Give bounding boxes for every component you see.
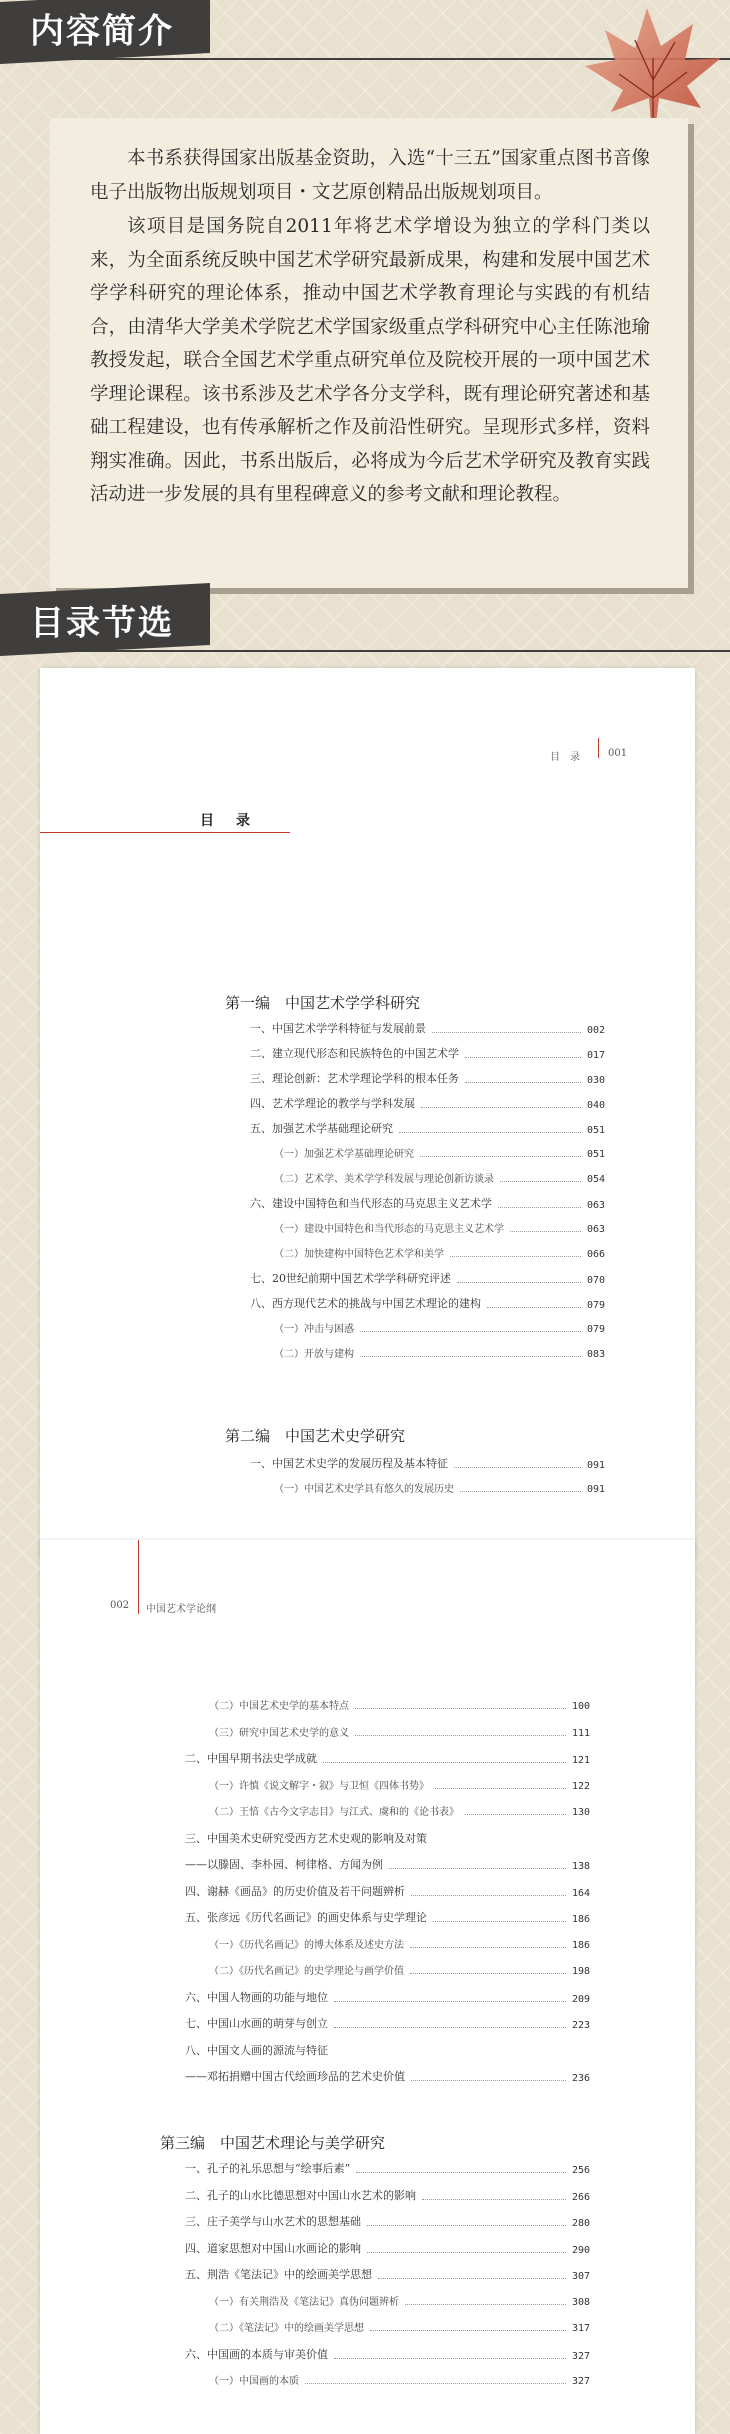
toc-entry-title: （一）冲击与困惑 xyxy=(274,1324,354,1335)
toc-entry-title: 二、中国早期书法史学成就 xyxy=(185,1752,317,1765)
toc-subentry xyxy=(209,1777,590,1792)
toc-entry xyxy=(250,1095,605,1111)
toc-leader-dots xyxy=(305,2383,566,2384)
toc-entry-page: 091 xyxy=(586,1460,605,1471)
toc-entry-page: 280 xyxy=(571,2218,590,2229)
toc-entry-page: 051 xyxy=(586,1125,605,1136)
toc-entry-title: （一）有关荆浩及《笔法记》真伪问题辨析 xyxy=(209,2296,399,2308)
toc-entry-title: 七、20世纪前期中国艺术学学科研究评述 xyxy=(250,1272,451,1285)
toc-title-rule xyxy=(40,832,290,833)
toc-entry-page: 307 xyxy=(571,2271,590,2282)
toc-entry-page: 017 xyxy=(586,1050,605,1061)
toc-section-label xyxy=(0,583,210,656)
toc-entry xyxy=(185,2240,590,2256)
toc-entry-page: 111 xyxy=(571,1727,590,1739)
toc-entry xyxy=(185,2187,590,2203)
toc-entry-title: 六、中国画的本质与审美价值 xyxy=(185,2347,328,2361)
toc-entry xyxy=(250,1270,605,1286)
toc-entry-page: 223 xyxy=(571,2020,590,2031)
toc-subentry xyxy=(209,2372,590,2387)
toc-entry-title: （一）建设中国特色和当代形态的马克思主义艺术学 xyxy=(274,1224,504,1235)
toc-leader-dots xyxy=(450,1256,581,1257)
toc-entry-page: 054 xyxy=(586,1174,605,1185)
intro-section-label xyxy=(0,0,210,64)
section-divider xyxy=(0,650,730,652)
toc-entry-title: （一）加强艺术学基础理论研究 xyxy=(274,1149,414,1160)
toc-entry-page: 100 xyxy=(571,1701,590,1712)
toc-entry-page: 051 xyxy=(586,1149,605,1160)
toc-entry-page: 130 xyxy=(571,1807,590,1818)
toc-leader-dots xyxy=(323,1762,566,1763)
toc-subentry xyxy=(209,2319,590,2334)
toc-entry-page: 079 xyxy=(586,1300,605,1311)
toc-subentry xyxy=(274,1480,605,1495)
toc-entry-title: 五、加强艺术学基础理论研究 xyxy=(250,1122,393,1135)
toc-entry-page: 083 xyxy=(586,1349,605,1360)
toc-entry-page: 209 xyxy=(571,1993,590,2005)
toc-leader-dots xyxy=(422,2199,566,2200)
toc-subentry xyxy=(209,2293,590,2308)
toc-entry xyxy=(185,1883,590,1899)
toc-entry-title: （一）《历代名画记》的博大体系及述史方法 xyxy=(209,1939,404,1951)
toc-entry-title: 四、道家思想对中国山水画论的影响 xyxy=(185,2241,361,2255)
toc-entry-page: 317 xyxy=(571,2323,590,2334)
toc-entry-title: （二）《笔法记》中的绘画美学思想 xyxy=(209,2323,364,2334)
toc-leader-dots xyxy=(355,1735,566,1736)
toc-entry-title: 五、荆浩《笔法记》中的绘画美学思想 xyxy=(185,2268,372,2281)
toc-leader-dots xyxy=(498,1207,581,1208)
toc-entry-page: 002 xyxy=(586,1025,605,1036)
toc-entry-title: 八、西方现代艺术的挑战与中国艺术理论的建构 xyxy=(250,1297,481,1310)
toc-leader-dots xyxy=(435,1788,566,1789)
page1-page-number: 001 xyxy=(608,748,628,759)
toc-leader-dots xyxy=(465,1082,581,1083)
toc-leader-dots xyxy=(355,1708,566,1709)
toc-entry xyxy=(250,1020,605,1036)
toc-subentry xyxy=(274,1320,605,1335)
toc-leader-dots xyxy=(360,1331,581,1332)
toc-section-label-text: 目录节选 xyxy=(30,603,174,644)
toc-subentry xyxy=(209,1962,590,1977)
toc-entry xyxy=(185,1830,590,1846)
toc-leader-dots xyxy=(465,1814,566,1815)
toc-leader-dots xyxy=(433,1921,566,1922)
toc-entry-title: （一）许慎《说文解字・叙》与卫恒《四体书势》 xyxy=(209,1780,429,1792)
toc-leader-dots xyxy=(367,2225,566,2226)
toc-entry-title: 四、谢赫《画品》的历史价值及若干问题辨析 xyxy=(185,1884,405,1898)
page1-running-head: 目 录 xyxy=(550,752,580,763)
toc-leader-dots xyxy=(420,1156,581,1157)
page2-head-divider xyxy=(138,1540,139,1614)
toc-entry-title: 三、理论创新：艺术学理论学科的根本任务 xyxy=(250,1072,459,1085)
toc-entry-title: 二、建立现代形态和民族特色的中国艺术学 xyxy=(250,1047,459,1060)
toc-leader-dots xyxy=(465,1057,581,1058)
toc-entry-title: ——以滕固、李朴园、柯律格、方闻为例 xyxy=(185,1858,383,1871)
toc-entry xyxy=(250,1045,605,1061)
toc-entry-title: 六、中国人物画的功能与地位 xyxy=(185,1990,328,2004)
toc-entry-title: （一）中国画的本质 xyxy=(209,2376,299,2387)
toc-leader-dots xyxy=(432,1032,581,1033)
toc-leader-dots xyxy=(334,2001,566,2002)
toc-entry-title: （二）艺术学、美术学学科发展与理论创新访谈录 xyxy=(274,1174,494,1185)
toc-entry-title: （二）中国艺术史学的基本特点 xyxy=(209,1701,349,1712)
toc-entry-title: 六、建设中国特色和当代形态的马克思主义艺术学 xyxy=(250,1197,492,1210)
toc-subentry xyxy=(274,1245,605,1260)
toc-entry-page: 138 xyxy=(571,1861,590,1872)
toc-entry-title: 三、庄子美学与山水艺术的思想基础 xyxy=(185,2215,361,2228)
toc-entry-title: 一、中国艺术史学的发展历程及基本特征 xyxy=(250,1457,448,1470)
toc-entry-page: 327 xyxy=(571,2376,590,2387)
toc-entry-title: 一、孔子的礼乐思想与“绘事后素” xyxy=(185,2162,351,2175)
toc-entry xyxy=(250,1070,605,1086)
toc-leader-dots xyxy=(405,2304,566,2305)
toc-subentry xyxy=(274,1145,605,1160)
toc-entry xyxy=(185,2213,590,2229)
toc-entry-page: 266 xyxy=(571,2191,590,2203)
toc-entry-title: 七、中国山水画的萌芽与创立 xyxy=(185,2017,328,2030)
toc-entry-title: 八、中国文人画的源流与特征 xyxy=(185,2043,328,2057)
toc-entry-page: 079 xyxy=(586,1324,605,1335)
toc-entry-page: 070 xyxy=(586,1275,605,1286)
page2-page-number: 002 xyxy=(110,1600,130,1611)
toc-leader-dots xyxy=(370,2330,566,2331)
toc-leader-dots xyxy=(487,1307,581,1308)
toc-subentry xyxy=(274,1170,605,1185)
toc-entry-page: 121 xyxy=(571,1755,590,1766)
toc-entry-page: 063 xyxy=(586,1224,605,1235)
toc-entry-title: （二）王愔《古今文字志目》与江式、虞和的《论书表》 xyxy=(209,1807,459,1818)
toc-entry xyxy=(185,2042,590,2058)
toc-entry xyxy=(185,2015,590,2031)
toc-leader-dots xyxy=(378,2278,566,2279)
toc-entry-page: 164 xyxy=(571,1887,590,1899)
toc-leader-dots xyxy=(500,1181,581,1182)
page1-head-divider xyxy=(598,738,599,758)
toc-entry-title: （三）研究中国艺术史学的意义 xyxy=(209,1727,349,1739)
toc-entry-title: 一、中国艺术学学科特征与发展前景 xyxy=(250,1022,426,1035)
toc-entry-title: 五、张彦远《历代名画记》的画史体系与史学理论 xyxy=(185,1911,427,1924)
toc-entry xyxy=(185,2068,590,2084)
toc-leader-dots xyxy=(510,1231,581,1232)
toc-entry-page: 236 xyxy=(571,2073,590,2084)
toc-entry xyxy=(250,1195,605,1211)
toc-entry xyxy=(185,1750,590,1766)
toc-leader-dots xyxy=(334,2358,566,2359)
toc-entry xyxy=(250,1120,605,1136)
toc-entry xyxy=(185,1909,590,1925)
toc-leader-dots xyxy=(334,2027,566,2028)
toc-entry-title: （二）《历代名画记》的史学理论与画学价值 xyxy=(209,1966,404,1977)
toc-entry xyxy=(185,1856,590,1872)
toc-entry-page: 290 xyxy=(571,2244,590,2256)
intro-paragraph-1: 本书系获得国家出版基金资助，入选“十三五”国家重点图书音像电子出版物出版规划项目・文艺原创精品出版规划项目。 xyxy=(90,148,650,203)
toc-leader-dots xyxy=(454,1467,581,1468)
toc-entry-title: 三、中国美术史研究受西方艺术史观的影响及对策 xyxy=(185,1831,427,1845)
toc-entry-page: 186 xyxy=(571,1939,590,1951)
toc-entry-page: 091 xyxy=(586,1484,605,1495)
toc-subentry xyxy=(209,1936,590,1951)
toc-leader-dots xyxy=(360,1356,581,1357)
toc-entry-title: （二）加快建构中国特色艺术学和美学 xyxy=(274,1249,444,1260)
toc-entry-title: 二、孔子的山水比德思想对中国山水艺术的影响 xyxy=(185,2188,416,2202)
page2-running-head: 中国艺术学论纲 xyxy=(146,1604,216,1615)
toc-subentry xyxy=(209,1803,590,1818)
toc-entry xyxy=(185,1989,590,2005)
toc-entry-page: 063 xyxy=(586,1200,605,1211)
toc-entry-page: 198 xyxy=(571,1966,590,1977)
toc-subentry xyxy=(209,1724,590,1739)
intro-text-box xyxy=(50,118,688,588)
part-1-heading: 第一编 中国艺术学学科研究 xyxy=(225,994,421,1012)
toc-entry-page: 308 xyxy=(571,2296,590,2308)
part-2-heading: 第二编 中国艺术史学研究 xyxy=(225,1427,406,1445)
toc-entry xyxy=(185,2266,590,2282)
part-3-heading: 第三编 中国艺术理论与美学研究 xyxy=(160,2134,386,2152)
intro-paragraph-2: 该项目是国务院自2011年将艺术学增设为独立的学科门类以来，为全面系统反映中国艺术学研究最新成果，构建和发展中国艺术学学科研究的理论体系，推动中国艺术学教育理论与实践的有机结合，由清华大学美术学院艺术学国家级重点学科研究中心主任陈池瑜教授发起，联合全国艺术学重点研究单位及院校开展的一项中国艺术学理论课程。该书系涉及艺术学各分支学科，既有理论研究著述和基础工程建设，也有传承解析之作及前沿性研究。呈现形式多样，资料翔实准确。因此，书系出版后，必将成为今后艺术学研究及教育实践活动进一步发展的具有里程碑意义的参考文献和理论教程。 xyxy=(90,216,650,505)
toc-subentry xyxy=(274,1220,605,1235)
toc-entry-page: 030 xyxy=(586,1075,605,1086)
toc-leader-dots xyxy=(356,2172,566,2173)
intro-section-label-text: 内容简介 xyxy=(30,11,174,52)
toc-leader-dots xyxy=(410,1947,566,1948)
toc-entry-page: 256 xyxy=(571,2165,590,2176)
toc-leader-dots xyxy=(411,1895,566,1896)
toc-entry xyxy=(185,2346,590,2362)
toc-entry xyxy=(250,1295,605,1311)
toc-entry-title: 四、艺术学理论的教学与学科发展 xyxy=(250,1097,415,1110)
toc-title: 目 录 xyxy=(200,813,254,829)
toc-leader-dots xyxy=(421,1107,581,1108)
toc-entry-page: 040 xyxy=(586,1100,605,1111)
toc-entry xyxy=(250,1455,605,1471)
toc-subentry xyxy=(209,1697,590,1712)
toc-leader-dots xyxy=(457,1282,581,1283)
toc-leader-dots xyxy=(460,1491,581,1492)
toc-entry-title: （一）中国艺术史学具有悠久的发展历史 xyxy=(274,1484,454,1495)
toc-leader-dots xyxy=(411,2080,566,2081)
toc-entry-page: 066 xyxy=(586,1249,605,1260)
toc-entry-title: ——邓拓捐赠中国古代绘画珍品的艺术史价值 xyxy=(185,2070,405,2083)
toc-leader-dots xyxy=(367,2252,566,2253)
toc-entry-page: 122 xyxy=(571,1780,590,1792)
toc-entry-page: 186 xyxy=(571,1914,590,1925)
toc-leader-dots xyxy=(399,1132,581,1133)
toc-leader-dots xyxy=(389,1868,566,1869)
toc-entry-page: 327 xyxy=(571,2350,590,2362)
toc-entry xyxy=(185,2160,590,2176)
toc-leader-dots xyxy=(410,1973,566,1974)
toc-entry-title: （二）开放与建构 xyxy=(274,1349,354,1360)
toc-subentry xyxy=(274,1345,605,1360)
